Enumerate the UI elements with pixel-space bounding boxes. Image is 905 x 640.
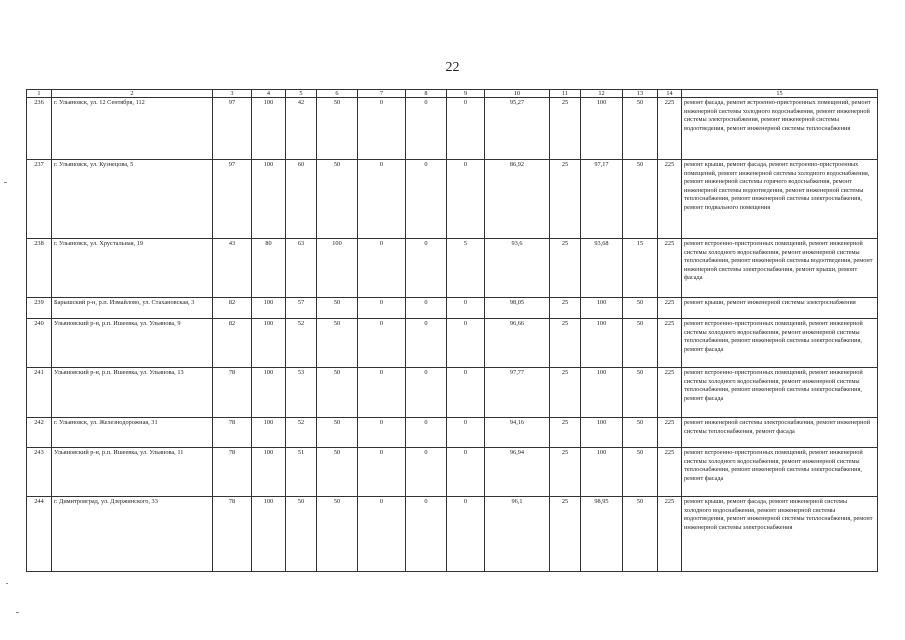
value-cell: 0 bbox=[358, 497, 406, 572]
scan-speck bbox=[4, 182, 7, 183]
scan-speck bbox=[6, 583, 8, 584]
works-cell: ремонт крыши, ремонт инженерной системы электроснабжения bbox=[682, 298, 878, 319]
column-header: 3 bbox=[213, 90, 252, 98]
column-header: 11 bbox=[550, 90, 581, 98]
value-cell: 100 bbox=[252, 368, 286, 418]
register-table bbox=[26, 89, 878, 572]
column-header: 5 bbox=[286, 90, 317, 98]
table-row bbox=[27, 418, 878, 448]
value-cell: 0 bbox=[358, 448, 406, 497]
column-header: 4 bbox=[252, 90, 286, 98]
table-row bbox=[27, 239, 878, 298]
value-cell: 51 bbox=[286, 448, 317, 497]
value-cell: 50 bbox=[286, 497, 317, 572]
value-cell: 225 bbox=[658, 239, 682, 298]
table-row bbox=[27, 160, 878, 239]
value-cell: 50 bbox=[623, 98, 658, 160]
value-cell: 63 bbox=[286, 239, 317, 298]
value-cell: 93,6 bbox=[485, 239, 550, 298]
row-number-cell: 237 bbox=[27, 160, 52, 239]
value-cell: 50 bbox=[623, 298, 658, 319]
value-cell: 100 bbox=[581, 298, 623, 319]
value-cell: 100 bbox=[581, 98, 623, 160]
value-cell: 0 bbox=[358, 298, 406, 319]
value-cell: 0 bbox=[406, 98, 447, 160]
value-cell: 25 bbox=[550, 319, 581, 368]
value-cell: 97,77 bbox=[485, 368, 550, 418]
works-cell: ремонт инженерной системы электроснабжения, ремонт инженерной системы теплоснабжения, ремонт фасада bbox=[682, 418, 878, 448]
value-cell: 97 bbox=[213, 160, 252, 239]
value-cell: 50 bbox=[317, 98, 358, 160]
row-number-cell: 244 bbox=[27, 497, 52, 572]
row-number-cell: 239 bbox=[27, 298, 52, 319]
value-cell: 0 bbox=[358, 160, 406, 239]
table-row bbox=[27, 298, 878, 319]
row-number-cell: 243 bbox=[27, 448, 52, 497]
value-cell: 50 bbox=[317, 298, 358, 319]
value-cell: 94,16 bbox=[485, 418, 550, 448]
value-cell: 25 bbox=[550, 448, 581, 497]
value-cell: 25 bbox=[550, 239, 581, 298]
value-cell: 50 bbox=[317, 368, 358, 418]
value-cell: 0 bbox=[358, 368, 406, 418]
works-cell: ремонт крыши, ремонт фасада, ремонт инженерной системы холодного водоснабжения, ремонт инженерной системы водоотведения, ремонт инженерной системы теплоснабжения, ремонт инженерной системы электроснабжения bbox=[682, 497, 878, 572]
address-cell: Ульяновский р-н, р.п. Ишеевка, ул. Ульянова, 11 bbox=[52, 448, 213, 497]
works-cell: ремонт крыши, ремонт фасада, ремонт встроенно-пристроенных помещений, ремонт инженерной системы холодного водоснабжения, ремонт инженерной системы горячего водоснабжения, ремонт инженерной системы водоотведения, ремонт инженерной системы теплоснабжения, ремонт инженерной системы электроснабжения, ремонт подвального помещения bbox=[682, 160, 878, 239]
value-cell: 0 bbox=[358, 98, 406, 160]
address-cell: Ульяновский р-н, р.п. Ишеевка, ул. Ульянова, 13 bbox=[52, 368, 213, 418]
value-cell: 52 bbox=[286, 418, 317, 448]
value-cell: 25 bbox=[550, 98, 581, 160]
column-header: 13 bbox=[623, 90, 658, 98]
value-cell: 57 bbox=[286, 298, 317, 319]
value-cell: 0 bbox=[447, 298, 485, 319]
value-cell: 50 bbox=[317, 497, 358, 572]
value-cell: 225 bbox=[658, 448, 682, 497]
value-cell: 25 bbox=[550, 160, 581, 239]
value-cell: 78 bbox=[213, 448, 252, 497]
value-cell: 0 bbox=[447, 418, 485, 448]
column-header: 2 bbox=[52, 90, 213, 98]
table-row bbox=[27, 497, 878, 572]
value-cell: 0 bbox=[406, 418, 447, 448]
value-cell: 42 bbox=[286, 98, 317, 160]
value-cell: 97 bbox=[213, 98, 252, 160]
table-row bbox=[27, 319, 878, 368]
value-cell: 100 bbox=[581, 418, 623, 448]
row-number-cell: 242 bbox=[27, 418, 52, 448]
value-cell: 96,66 bbox=[485, 319, 550, 368]
value-cell: 43 bbox=[213, 239, 252, 298]
column-header: 1 bbox=[27, 90, 52, 98]
value-cell: 100 bbox=[581, 448, 623, 497]
table-row bbox=[27, 98, 878, 160]
value-cell: 100 bbox=[252, 497, 286, 572]
value-cell: 50 bbox=[623, 497, 658, 572]
value-cell: 5 bbox=[447, 239, 485, 298]
column-header: 7 bbox=[358, 90, 406, 98]
value-cell: 25 bbox=[550, 368, 581, 418]
table-row bbox=[27, 448, 878, 497]
value-cell: 96,94 bbox=[485, 448, 550, 497]
value-cell: 0 bbox=[358, 319, 406, 368]
value-cell: 225 bbox=[658, 418, 682, 448]
value-cell: 50 bbox=[623, 368, 658, 418]
value-cell: 0 bbox=[358, 239, 406, 298]
value-cell: 100 bbox=[252, 448, 286, 497]
row-number-cell: 241 bbox=[27, 368, 52, 418]
value-cell: 0 bbox=[447, 448, 485, 497]
value-cell: 82 bbox=[213, 298, 252, 319]
value-cell: 0 bbox=[447, 160, 485, 239]
value-cell: 15 bbox=[623, 239, 658, 298]
row-number-cell: 240 bbox=[27, 319, 52, 368]
value-cell: 0 bbox=[406, 368, 447, 418]
value-cell: 25 bbox=[550, 418, 581, 448]
value-cell: 0 bbox=[406, 160, 447, 239]
works-cell: ремонт встроенно-пристроенных помещений, ремонт инженерной системы холодного водоснабжения, ремонт инженерной системы теплоснабжения, ремонт инженерной системы электроснабжения, ремонт фасада bbox=[682, 319, 878, 368]
column-header: 12 bbox=[581, 90, 623, 98]
column-header: 10 bbox=[485, 90, 550, 98]
value-cell: 225 bbox=[658, 98, 682, 160]
value-cell: 50 bbox=[317, 160, 358, 239]
value-cell: 80 bbox=[252, 239, 286, 298]
value-cell: 100 bbox=[581, 368, 623, 418]
works-cell: ремонт встроенно-пристроенных помещений, ремонт инженерной системы холодного водоснабжения, ремонт инженерной системы теплоснабжения, ремонт инженерной системы электроснабжения, ремонт фасада bbox=[682, 448, 878, 497]
value-cell: 50 bbox=[623, 448, 658, 497]
value-cell: 225 bbox=[658, 497, 682, 572]
address-cell: г. Ульяновск, ул. 12 Сентября, 112 bbox=[52, 98, 213, 160]
value-cell: 95,27 bbox=[485, 98, 550, 160]
value-cell: 60 bbox=[286, 160, 317, 239]
value-cell: 0 bbox=[447, 497, 485, 572]
value-cell: 100 bbox=[252, 418, 286, 448]
value-cell: 0 bbox=[406, 497, 447, 572]
value-cell: 50 bbox=[317, 319, 358, 368]
value-cell: 53 bbox=[286, 368, 317, 418]
value-cell: 98,95 bbox=[581, 497, 623, 572]
column-header: 6 bbox=[317, 90, 358, 98]
value-cell: 50 bbox=[317, 448, 358, 497]
column-header: 8 bbox=[406, 90, 447, 98]
value-cell: 0 bbox=[406, 448, 447, 497]
value-cell: 78 bbox=[213, 418, 252, 448]
column-header: 14 bbox=[658, 90, 682, 98]
value-cell: 93,68 bbox=[581, 239, 623, 298]
value-cell: 100 bbox=[252, 298, 286, 319]
value-cell: 50 bbox=[623, 319, 658, 368]
value-cell: 86,92 bbox=[485, 160, 550, 239]
value-cell: 100 bbox=[252, 319, 286, 368]
works-cell: ремонт встроенно-пристроенных помещений, ремонт инженерной системы холодного водоснабжения, ремонт инженерной системы теплоснабжения, ремонт инженерной системы электроснабжения, ремонт фасада bbox=[682, 368, 878, 418]
value-cell: 0 bbox=[447, 368, 485, 418]
value-cell: 97,17 bbox=[581, 160, 623, 239]
value-cell: 96,1 bbox=[485, 497, 550, 572]
value-cell: 0 bbox=[406, 239, 447, 298]
row-number-cell: 238 bbox=[27, 239, 52, 298]
value-cell: 0 bbox=[447, 98, 485, 160]
address-cell: Барышский р-н, р.п. Измайлово, ул. Стахановская, 3 bbox=[52, 298, 213, 319]
value-cell: 50 bbox=[623, 160, 658, 239]
value-cell: 225 bbox=[658, 298, 682, 319]
value-cell: 0 bbox=[447, 319, 485, 368]
table-row bbox=[27, 368, 878, 418]
address-cell: Ульяновский р-н, р.п. Ишеевка, ул. Ульянова, 9 bbox=[52, 319, 213, 368]
value-cell: 25 bbox=[550, 497, 581, 572]
value-cell: 225 bbox=[658, 160, 682, 239]
value-cell: 0 bbox=[358, 418, 406, 448]
address-cell: г. Ульяновск, ул. Железнодорожная, 31 bbox=[52, 418, 213, 448]
value-cell: 52 bbox=[286, 319, 317, 368]
column-header: 9 bbox=[447, 90, 485, 98]
value-cell: 100 bbox=[581, 319, 623, 368]
value-cell: 78 bbox=[213, 368, 252, 418]
value-cell: 0 bbox=[406, 298, 447, 319]
column-number-row bbox=[27, 90, 878, 98]
row-number-cell: 236 bbox=[27, 98, 52, 160]
value-cell: 50 bbox=[623, 418, 658, 448]
value-cell: 78 bbox=[213, 497, 252, 572]
column-header: 15 bbox=[682, 90, 878, 98]
page-number: 22 bbox=[445, 60, 460, 75]
value-cell: 50 bbox=[317, 418, 358, 448]
address-cell: г. Ульяновск, ул. Хрустальная, 19 bbox=[52, 239, 213, 298]
value-cell: 225 bbox=[658, 319, 682, 368]
value-cell: 98,05 bbox=[485, 298, 550, 319]
value-cell: 82 bbox=[213, 319, 252, 368]
value-cell: 225 bbox=[658, 368, 682, 418]
address-cell: г. Ульяновск, ул. Кузнецова, 5 bbox=[52, 160, 213, 239]
works-cell: ремонт встроенно-пристроенных помещений, ремонт инженерной системы холодного водоснабжения, ремонт инженерной системы теплоснабжения, ремонт инженерной системы водоотведения, ремонт инженерной системы электроснабжения, ремонт крыши, ремонт фасада bbox=[682, 239, 878, 298]
scan-speck bbox=[16, 612, 19, 613]
value-cell: 100 bbox=[252, 160, 286, 239]
works-cell: ремонт фасада, ремонт встроенно-пристроенных помещений, ремонт инженерной системы холодного водоснабжения, ремонт инженерной системы электроснабжения, ремонт инженерной системы водоотведения, ремонт инженерной системы теплоснабжения bbox=[682, 98, 878, 160]
value-cell: 0 bbox=[406, 319, 447, 368]
value-cell: 25 bbox=[550, 298, 581, 319]
value-cell: 100 bbox=[317, 239, 358, 298]
address-cell: г. Димитровград, ул. Дзержинского, 33 bbox=[52, 497, 213, 572]
value-cell: 100 bbox=[252, 98, 286, 160]
